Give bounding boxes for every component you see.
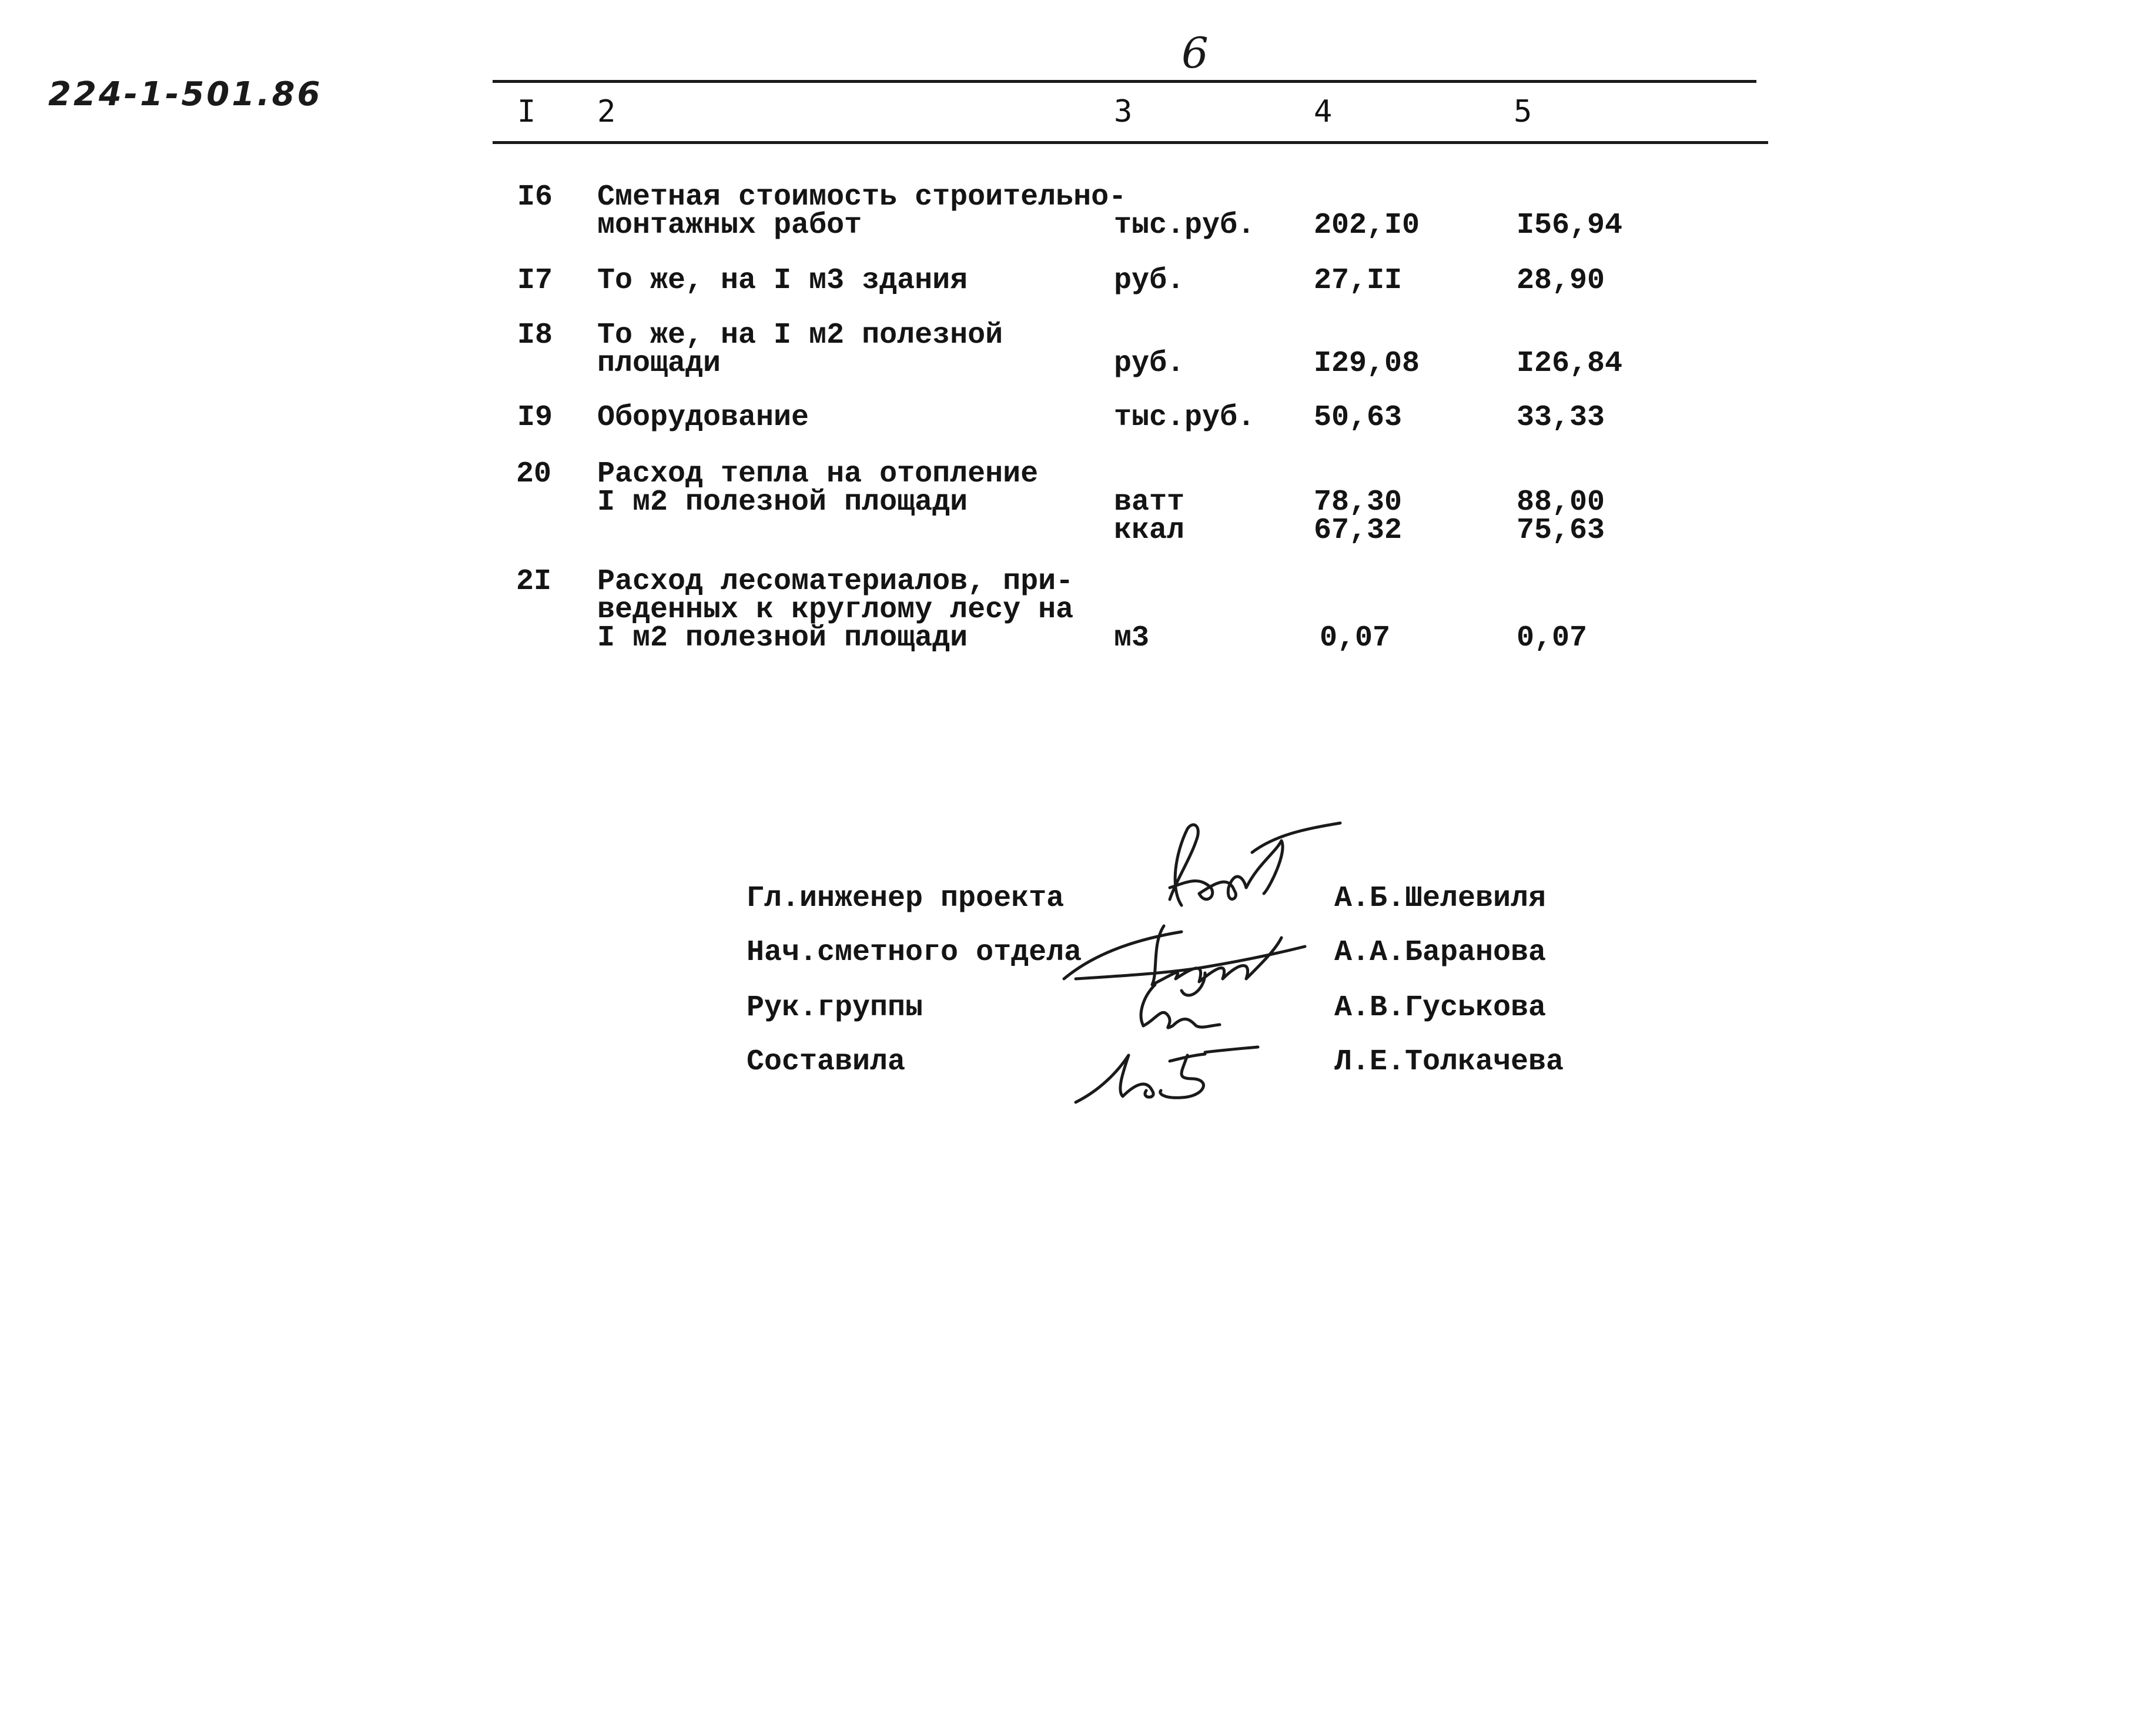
table-row-unit: ватт <box>1114 486 1185 519</box>
signature-name: А.Б.Шелевиля <box>1334 882 1547 915</box>
signature-name: Л.Е.Толкачева <box>1334 1045 1564 1079</box>
column-header-4: 4 <box>1314 94 1333 129</box>
table-row-desc: То же, на I м3 здания <box>597 264 968 297</box>
table-row-col4: I29,08 <box>1314 347 1420 380</box>
column-header-3: 3 <box>1114 94 1133 129</box>
table-row-unit: тыс.руб. <box>1114 209 1256 242</box>
table-row-num: I7 <box>517 264 553 297</box>
table-row-desc: То же, на I м2 полезной <box>597 319 1003 352</box>
table-row-col5: 75,63 <box>1517 514 1605 547</box>
table-row-num: 20 <box>516 457 552 491</box>
column-header-2: 2 <box>597 94 616 129</box>
table-row-unit: тыс.руб. <box>1114 401 1256 434</box>
table-row-col4: 0,07 <box>1320 621 1391 655</box>
table-row-unit: руб. <box>1114 264 1185 297</box>
table-row-num: I8 <box>517 319 553 352</box>
column-header-1: I <box>517 94 536 129</box>
table-row-desc: веденных к круглому лесу на <box>597 593 1074 627</box>
signature-name: А.А.Баранова <box>1334 936 1547 969</box>
table-row-unit: ккал <box>1114 514 1185 547</box>
table-row-unit: м3 <box>1114 621 1150 655</box>
table-row-num: 2I <box>516 565 552 598</box>
page-number: 6 <box>1182 28 1209 78</box>
table-top-rule <box>493 80 1756 83</box>
table-row-col5: I56,94 <box>1517 209 1623 242</box>
table-row-num: I9 <box>517 401 553 434</box>
table-row-col4: 202,I0 <box>1314 209 1420 242</box>
table-row-desc: Оборудование <box>597 401 809 434</box>
signature-role: Составила <box>747 1045 906 1079</box>
table-row-desc: Сметная стоимость строительно- <box>597 180 1127 214</box>
signature-role: Гл.инженер проекта <box>747 882 1065 915</box>
table-row-desc: Расход лесоматериалов, при- <box>597 565 1074 598</box>
signature-name: А.В.Гуськова <box>1334 991 1547 1025</box>
table-row-desc: I м2 полезной площади <box>597 486 968 519</box>
signature-role: Нач.сметного отдела <box>747 936 1082 969</box>
table-row-col5: 28,90 <box>1517 264 1605 297</box>
handwritten-signature-4 <box>1076 1043 1264 1108</box>
table-row-col4: 27,II <box>1314 264 1403 297</box>
table-row-desc: монтажных работ <box>597 209 862 242</box>
document-code: 224-1-501.86 <box>48 75 323 113</box>
table-row-col5: I26,84 <box>1517 347 1623 380</box>
column-header-5: 5 <box>1514 94 1532 129</box>
table-row-col4: 67,32 <box>1314 514 1403 547</box>
table-row-desc: Расход тепла на отопление <box>597 457 1039 491</box>
handwritten-signature-1 <box>1146 817 1346 917</box>
table-row-col5: 88,00 <box>1517 486 1605 519</box>
table-row-desc: площади <box>597 347 721 380</box>
table-row-col5: 33,33 <box>1517 401 1605 434</box>
table-row-col5: 0,07 <box>1517 621 1588 655</box>
table-row-unit: руб. <box>1114 347 1185 380</box>
table-row-col4: 50,63 <box>1314 401 1403 434</box>
table-row-desc: I м2 полезной площади <box>597 621 968 655</box>
table-header-rule <box>493 141 1768 144</box>
handwritten-signature-3 <box>1120 979 1237 1038</box>
signature-role: Рук.группы <box>747 991 923 1025</box>
table-row-num: I6 <box>517 180 553 214</box>
table-row-col4: 78,30 <box>1314 486 1403 519</box>
